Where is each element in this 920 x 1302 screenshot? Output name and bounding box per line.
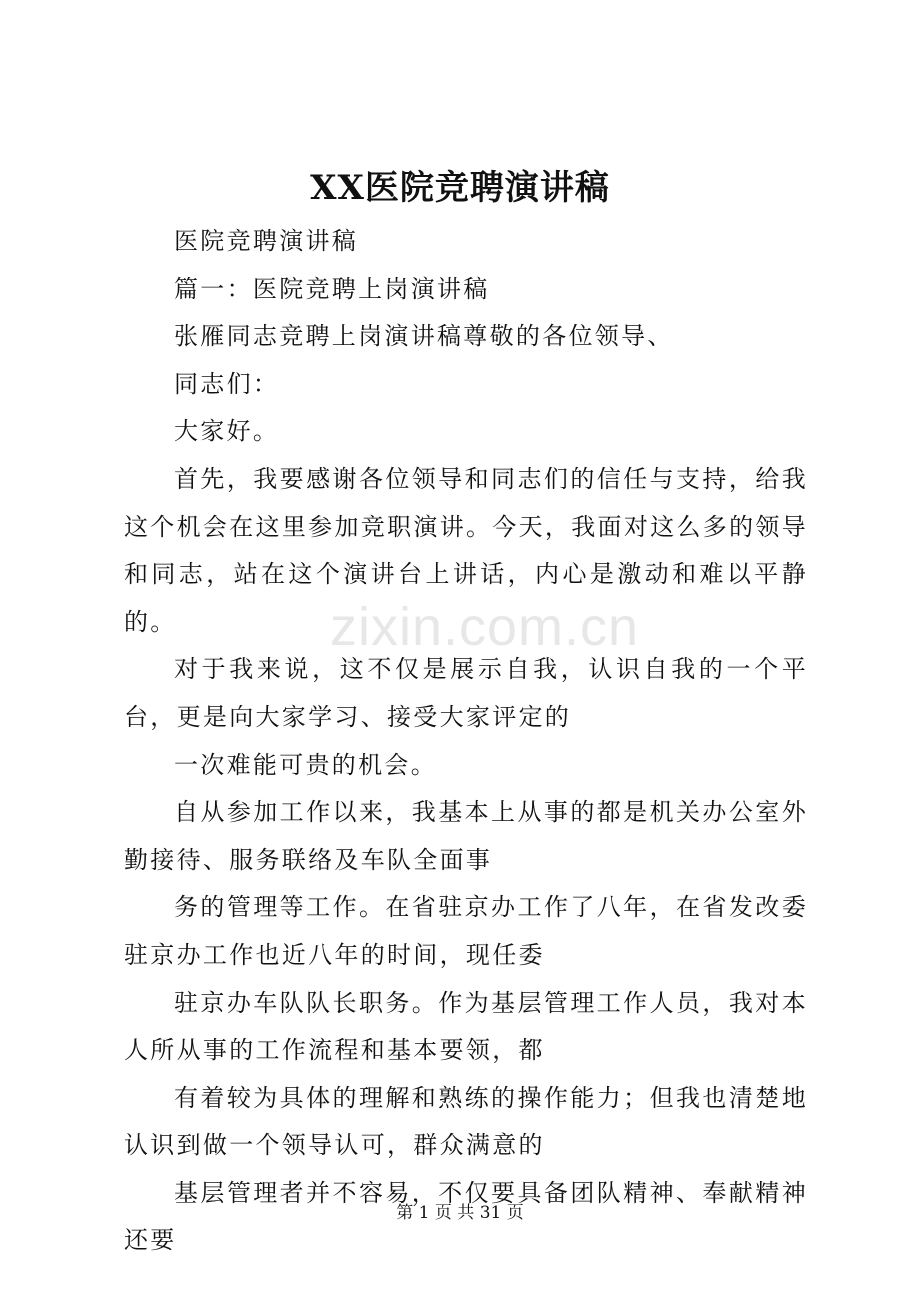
document-body [124,218,808,1265]
paragraph: 驻京办车队队长职务。作为基层管理工作人员，我对本人所从事的工作流程和基本要领，都 [124,988,808,1065]
paragraph: 大家好。 [174,417,280,446]
paragraph: 自从参加工作以来，我基本上从事的都是机关办公室外勤接待、服务联络及车队全面事 [124,798,808,874]
paragraph: 一次难能可贵的机会。 [174,750,437,779]
paragraph: 同志们： [174,369,280,398]
page-footer: 第 1 页 共 31 页 [396,1203,524,1223]
paragraph: 首先，我要感谢各位领导和同志们的信任与支持，给我这个机会在这里参加竞职演讲。今天，我面对这么多的领导和同志，站在这个演讲台上讲话，内心是激动和难以平静的。 [124,464,808,636]
paragraph: 有着较为具体的理解和熟练的操作能力；但我也清楚地认识到做一个领导认可，群众满意的 [124,1083,808,1160]
paragraph: 对于我来说，这不仅是展示自我，认识自我的一个平台，更是向大家学习、接受大家评定的 [124,655,808,731]
paragraph: 张雁同志竞聘上岗演讲稿尊敬的各位领导、 [174,322,674,351]
paragraph: 篇一：医院竞聘上岗演讲稿 [174,274,490,303]
paragraph: 务的管理等工作。在省驻京办工作了八年，在省发改委驻京办工作也近八年的时间，现任委 [124,893,808,969]
watermark: zixin.com.cn [330,597,640,657]
document-title: XX医院竞聘演讲稿 [310,168,610,208]
paragraph: 基层管理者并不容易，不仅要具备团队精神、奉献精神还要 [124,1178,808,1255]
paragraph: 医院竞聘演讲稿 [174,227,359,255]
